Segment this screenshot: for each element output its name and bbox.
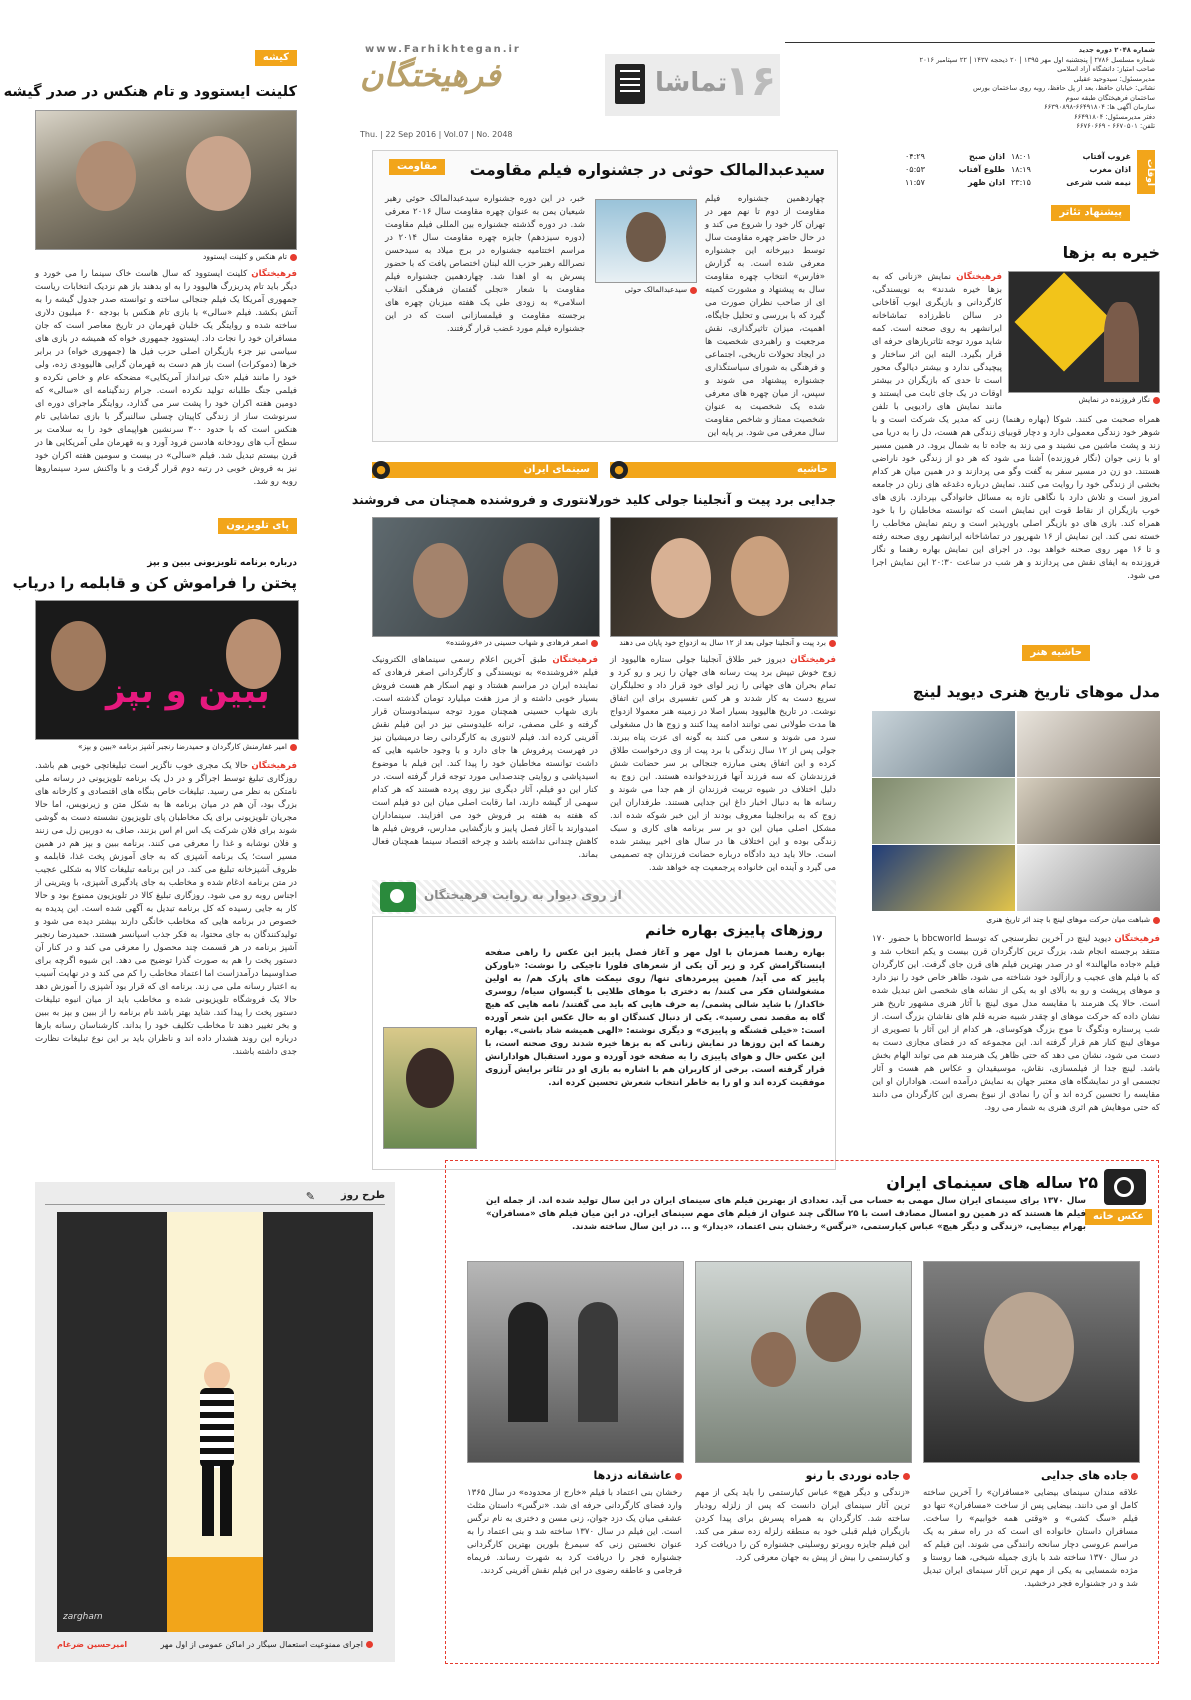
article-body: فرهیختگان دیوید لینچ در آخرین نظرسنجی که توسط bbcworld با حضور ۱۷۰ منتقد برجسته انجام شد، بزرگ ترین کارگردان قرن بیست و یکم انتخاب شد و فیلم «جاده مالهالند» او در صدر بهترین فیلم های قرن جای گرفت. این کارگردان که با فیلم های عجیب و رازآلود خود شناخته می شود، ظاهر خاص خود را نیز دارد و موهای پرپشت و رو به بالای او به یکی از نشانه های شخصی اش تبدیل شده است. حالا یک هنرمند با مقایسه مدل موی لینچ با آثار هنری مشهور تاریخ هنر نشان داده که حرکت موهای او چقدر شبیه ضربه قلم های نقاشان بزرگ است. از شب پرستاره ونگوگ تا موج بزرگ هوکوسای، هر کدام از این آثار با تصویری از موهای لینچ کنار هم قرار گرفته اند. این مجموعه که در فضای مجازی دست به دست می شود، نشان می دهد که حتی ظاهر یک هنرمند هم می تواند الهام بخش باشد. لینچ جدا از فیلمسازی، نقاش، موسیقیدان و عکاس هم هست و آثار تجسمی او در نمایشگاه های معتبر جهان به نمایش درآمده است. هواداران او این مقایسه را تحسین کرده اند و آن را نمادی از نبوغ بصری این کارگردان می دانند که حتی موهایش هم اثری هنری به شمار می رود.	[872, 934, 1161, 1113]
page-number: ۱۶	[725, 56, 777, 105]
newspaper-icon	[615, 64, 645, 104]
article-body: فرهیختگان حالا یک مجری خوب ناگزیر است تبلیغاتچی خوبی هم باشد. روزگاری تبلیغ توسط اجراگر و در دل یک برنامه تلویزیونی در رسانه ملی نامتکن به نظر می رسید. تبلیغات خاص بنگاه های اقتصادی و کارخانه های بزرگ بود، آن هم در میان برنامه ها به شکل متن و زیرنویس، اما حالا مجریان تلویزیونی برای یک مخاطبان پای تلویزیون نشسته دست به گوشی شوند برای فلان شرکت یک اس ام اس بزنند، صاف به دوربین زل می زنند و فلان نوشابه و غذا را معرفی می کنند. برنامه ببین و بپز هم در همین مسیر است؛ یک برنامه آشپزی که به جای آموزش پخت غذا، قابلمه و ظروف آشپزخانه تبلیغ می کند. در این برنامه تبلیغات کالا به شکلی عجیب در متن برنامه ادغام شده و مخاطب به جای یادگیری آشپزی، با ویترینی از اجناس روبه رو می شود. روزگاری تبلیغ کالا در تلویزیون ممنوع بود و حالا کار به جایی رسیده که کل برنامه تبدیل به آگهی شده است. این پدیده به خصوص در برنامه هایی که مخاطب خانگی دارند بیشتر دیده می شود و تولیدکنندگان به جای محتوا، به فکر جذب اسپانسر هستند. حمیدرضا رنجبر آشپز برنامه در هر قسمت چند محصول را معرفی می کند و در کنار آن دستور پخت را هم به صورت گذرا توضیح می دهد. این شیوه اگرچه برای صداوسیما درآمدزاست اما اعتماد مخاطب را کم می کند و در نهایت آسیب به اعتبار رسانه ملی می زند. برنامه ای که قرار بود آشپزی را آموزش دهد حالا یک فروشگاه تلویزیونی شده و مخاطب باید از میان انبوه تبلیغات دستور پخت را پیدا کند. شاید بهتر باشد نام برنامه را از ببین و بپز به ببین و بخر تغییر دهند تا مخاطب تکلیف خود را بداند. کارشناسان رسانه بارها درباره این روند هشدار داده اند و ناظران باید بر این نوع تبلیغات نظارت جدی داشته باشند.	[35, 761, 298, 1057]
cartoon-image	[57, 1212, 373, 1632]
comparison-photo	[1017, 845, 1160, 911]
photo-house-article	[445, 1160, 1159, 1664]
film-body: «زندگی و دیگر هیچ» عباس کیارستمی را باید یکی از مهم ترین آثار سینمای ایران دانست که پس از زلزله رودبار ساخته شد. کارگردان به همراه پسرش برای پیدا کردن بازیگران فیلم قبلی خود به منطقه زلزله زده سفر می کند. این فیلم جایزه روبرتو روسلینی جشنواره کن را دریافت کرد و کیارستمی را بیش از پیش به جهان معرفی کرد.	[695, 1488, 910, 1563]
article-body: فرهیختگان طبق آخرین اعلام رسمی سینماهای الکترونیک فیلم «فروشنده» به نویسندگی و کارگردانی اصغر فرهادی که نماینده ایران در مراسم هشتاد و نهم اسکار هم هست فروش بسیار خوبی داشته و از مرز هفت میلیارد تومان گذشته است. بازی شهاب حسینی همچنان مورد توجه سینمادوستان قرار گرفته و علی مصفی، ترانه علیدوستی نیز در این فیلم نقش آفرینی کرده اند. فیلم لانتوری به کارگردانی رضا درمیشیان نیز در فهرست پرفروش ها جای دارد و با وجود حاشیه هایی که داشت توانسته مخاطبان خود را پیدا کند. این فیلم با موضوع اسیدپاشی و روایتی چندصدایی مورد توجه قرار گرفته است. در کنار این دو فیلم، آثار دیگری نیز روی پرده هستند که هر کدام سهمی از گیشه دارند، اما رقابت اصلی میان این دو فیلم است که هفته به هفته بر فروش خود می افزایند. سینماداران امیدوارند با آغاز فصل پاییز و بازگشایی مدارس، فروش فیلم ها کاهش چندانی نداشته باشد و چرخه اقتصاد سینما همچنان فعال بماند.	[372, 655, 599, 860]
cigarette-floor	[167, 1557, 263, 1632]
section-tag: عکس خانه	[1085, 1209, 1152, 1225]
caption-bullet-icon	[591, 640, 598, 647]
photo-caption: برد پیت و آنجلینا جولی بعد از ۱۲ سال به ازدواج خود پایان می دهند	[610, 638, 836, 647]
prayer-row: اذان ظهر ۱۱:۵۷	[905, 178, 1005, 187]
photo-caption: امیر غفارمنش کارگردان و حمیدرضا رنجبر آشپز برنامه «ببین و بپز»	[35, 742, 297, 751]
article-body: فرهیختگان نمایش «زنانی که به بزها خیره شدند» به نویسندگی، کارگردانی و بازیگری ایوب آقاخانی در سالن ناظرزاده تماشاخانه ایرانشهر به روی صحنه است. کمه شاید مورد توجه تئاتربازهای حرفه ای قرار بگیرد. البته این اثر ساختار و پیچیدگی ندارد و بیشتر دیالوگ محور است تا حدی که بازیگران در بیشتر اوقات در یک جای ثابت می ایستند و مانند نمایش های رادیویی با تلفن همراه صحبت می کنند. شوکا (بهاره رهنما) زنی که مدیر یک شرکت است و با شوهر خود زندگی معمولی دارد و دچار قوبیای زندگی هم هست، دل را به دریا می زند و پشت ماشین می نشیند و می زند به جاده تا به شمال برود. در همین مسیر او با زنی جوان (نگار فروزنده) آشنا می شود که هر دو از زندگی خود ناراضی هستند. دو زن در مسیر سفر به گفت وگو می پردازند و در همین میان هر کدام بخشی از زندگی خود را روایت می کنند. نمایش درباره دغدغه های زنان در جامعه امروز است و تلاش دارد با نگاهی تازه به مسائل خانوادگی بپردازد. بازی های خوب بازیگران از نقاط قوت این نمایش است که توانسته مخاطبان را با خود همراه کند. بازی های دو بازیگر اصلی باورپذیر است و ریتم نمایش مخاطب را خسته نمی کند. این نمایش از ۱۶ شهریور در تماشاخانه ایرانشهر روی صحنه رفته و تا ۱۶ مهر روی صحنه خواهد بود. در اجرای این نمایش بهاره رهنما و نگار فروزنده به ایفای نقش می پردازند و هر شب در ساعت ۲۰:۳۰ این نمایش اجرا می شود.	[872, 272, 1160, 581]
article-body: فرهیختگان کلینت ایستوود که سال هاست خاک سینما را می خورد و دیگر باید تام پدربزرگ هالیوود را به او بدهند باز هم نزدیک انتخابات ریاست جمهوری آمریکا یک فیلم جنجالی ساخته و توانسته صدر جدول گیشه را به آتش بکشد. فیلم «سالی» با بازی تام هنکس با بودجه ۶۰ میلیون دلاری ساخته شده و روایتگر یک خلبان قهرمان در تاریخ معاصر است که جان مسافران خود را نجات داد. ایستوود جمهوری خواه که همیشه در بازی های سیاسی نیز جزء بازیگران اصلی حزب فیل ها (جمهوری خواه) در برابر خرها (دموکرات) است باز هم دست به قهرمان گرایی هالیوودی زده، ولی خود را مانند فیلم «تک تیرانداز آمریکایی» مضحکه عام و خاص نکرده و فیلمی جنگ طلبانه تولید نکرده است. جرام زندگینامه ای «سالی» که دومین هفته اکران خود را پشت سر می گذارد، روایتگر ماجرای دوره ای سرنوشت ساز از زندگی کاپیتان چسلی سالنبرگر با بازی تماشایی تام هنکس است که با حدود ۳۰۰ سرنشین هواپیمای خود را به سلامت بر سطح آب های رودخانه هادسن فرود آورد و به قهرمان ملی آمریکایی ها در قرن بیستم تبدیل شد. فیلم «سالی» در بیست و سومین هفته اکران خود نیز به فروش خوبی در رتبه دوم قرار گرفت و با واکنش سرد سینماروها روبه رو شد.	[35, 269, 297, 487]
caption-bullet-icon	[1153, 917, 1160, 924]
bullet-icon	[1131, 1473, 1138, 1480]
brush-icon: ✎	[305, 1190, 315, 1203]
cartoon-panel	[35, 1182, 395, 1662]
section-tag: پیشنهاد تئاتر	[1051, 205, 1130, 221]
article-title: کلینت ایستوود و تام هنکس در صدر گیشه	[3, 84, 297, 100]
article-photo	[35, 110, 297, 250]
article-title: مدل موهای تاریخ هنری دیوید لینچ	[912, 683, 1160, 701]
article-title: سیدعبدالمالک حوثی در جشنواره فیلم مقاومت	[469, 161, 825, 179]
cartoon-tag-bar	[45, 1190, 385, 1205]
camera-icon	[1104, 1169, 1146, 1205]
cartoon-caption: اجرای ممنوعیت استعمال سیگار در اماکن عمومی از اول مهر	[161, 1640, 374, 1649]
cartoon-footer	[57, 1638, 373, 1654]
caption-bullet-icon	[290, 744, 297, 751]
art-article	[872, 645, 1160, 1170]
caption-bullet-icon	[290, 254, 297, 261]
show-logo: ببین و بپز	[106, 671, 270, 711]
article-title: ۲۵ ساله های سینمای ایران	[886, 1173, 1098, 1192]
comparison-photo	[872, 778, 1015, 844]
cartoon-author: امیرحسین ضرغام	[57, 1640, 128, 1649]
feature-article	[372, 150, 838, 442]
article-photo	[610, 517, 838, 637]
masthead	[355, 42, 1155, 142]
section-tag: حاشیه هنر	[1022, 645, 1090, 661]
prisoner-figure	[192, 1362, 242, 1552]
section-tag: سینمای ایران	[372, 462, 598, 478]
wall-card	[372, 916, 836, 1170]
wall-header: از روی دیوار به روایت فرهیختگان	[424, 888, 622, 902]
camera-icon	[380, 882, 416, 912]
film-card	[695, 1261, 910, 1656]
photo-caption: شباهت میان حرکت موهای لینچ با چند اثر تاریخ هنری	[872, 915, 1160, 924]
comparison-photo	[872, 711, 1015, 777]
box-office-article	[3, 50, 297, 510]
iran-cinema-article	[351, 462, 599, 862]
film-title: عاشقانه دزدها	[467, 1469, 682, 1482]
comparison-grid	[872, 711, 1160, 911]
photo-caption: اصغر فرهادی و شهاب حسینی در «فروشنده»	[372, 638, 598, 647]
film-body: رخشان بنی اعتماد با فیلم «خارج از محدوده» در سال ۱۳۶۵ وارد فضای کارگردانی حرفه ای شد. «نرگس» داستان مثلث عشقی میان یک دزد جوان، زنی مسن و دختری به نام نرگس است. این فیلم در سال ۱۳۷۰ ساخته شد و بنی اعتماد را به عنوان نخستین زنی که سیمرغ بلورین بهترین کارگردانی جشنواره فجر را دریافت کرد به شهرت رساند. فریماه فرجامی و عاطفه رضوی در این فیلم نقش آفرینی کردند.	[467, 1488, 683, 1576]
article-photo	[372, 517, 600, 637]
bullet-icon	[903, 1473, 910, 1480]
brand-logo: فرهیختگان	[360, 56, 501, 94]
film-photo	[695, 1261, 912, 1463]
photo-caption: تام هنکس و کلینت ایستوود	[37, 252, 297, 261]
prayer-row: طلوع آفتاب ۰۵:۵۳	[905, 165, 1005, 174]
caption-bullet-icon	[690, 287, 697, 294]
article-title: روزهای پاییزی بهاره خانم	[645, 923, 823, 939]
article-title: خیره به بزها	[1062, 243, 1160, 262]
film-photo	[923, 1261, 1140, 1463]
section-title: تماشا	[655, 68, 728, 98]
photo-caption: سیدعبدالمالک حوثی	[597, 285, 697, 294]
section-tag: کیشه	[255, 50, 297, 66]
prayer-row: اذان مغرب ۱۸:۱۹	[1011, 165, 1131, 174]
film-card	[467, 1261, 682, 1656]
film-body: علاقه مندان سینمای بیضایی «مسافران» را آخرین ساخته کامل او می دانند. بیضایی پس از ساخت «مسافران» تنها دو فیلم «سگ کشی» و «وقتی همه خوابیم» را ساخت. مسافران داستان خانواده ای است که در راه سفر به یک مراسم عروسی دچار سانحه رانندگی می شوند. این فیلم که در سال ۱۳۷۰ ساخته شد با بازی جمیله شیخی، هما روستا و مژده شمسایی به یکی از مهم ترین آثار سینمای ایران تبدیل شد و در جشنواره فجر درخشید.	[923, 1488, 1138, 1589]
article-intro: سال ۱۳۷۰ برای سینمای ایران سال مهمی به حساب می آید. تعدادی از بهترین فیلم های سینمای ایران در این سال تولید شده اند. از جمله این فیلم ها هستند که در همین رو امسال مصادف است با ۲۵ سالگی چند عنوان از فیلم های مهم سینمای ایران. در این میان فیلم های «مسافران» بهرام بیضایی، «زندگی و دیگر هیچ» عباس کیارستمی، «نرگس» رخشان بنی اعتماد، «دیدار» و ... در این سال ساخته شدند.	[486, 1196, 1086, 1232]
globe-icon: ●	[372, 461, 390, 479]
article-body-right: چهاردهمین جشنواره فیلم مقاومت از دوم تا نهم مهر در تهران کار خود را شروع می کند و در حال حاضر چهره مقاومت سال توسط دبیرخانه این جشنواره معرفی شده است. به گزارش «فارس» انتخاب چهره مقاومت سال به پیشنهاد و مشورت کمیته ای از صاحب نظران صورت می گیرد که با بررسی و تحلیل جایگاه، اهمیت، میزان تاثیرگذاری، نقش مرجعیت و راهبردی شخصیت ها در ایجاد تحولات تاریخی، اجتماعی و فرهنگی به شورای سیاستگذاری جشنواره پیشنهاد می شوند و سپس، از میان چهره های معرفی شده یک شخصیت به عنوان شخصیت ممتاز و شاخص مقاومت سال معرفی می شود. بر پایه این	[705, 194, 825, 438]
film-title: جاده های جدایی	[923, 1469, 1138, 1482]
film-card	[923, 1261, 1138, 1656]
cartoon-tag: طرح روز	[340, 1190, 385, 1201]
tv-article	[12, 518, 298, 1173]
article-photo	[595, 199, 697, 283]
article-body: بهاره رهنما همزمان با اول مهر و آغاز فصل پاییز این عکس را راهی صفحه اینستاگرامش کرد و زیر آن یکی از شعرهای فلورا تاجیکی را نوشت: «باورکن پاییز که می آید/ همین پیرمردهای تنها/ روی نیمکت های پارک هم/ به اولین مشغولشان فکر می کنند/ به دختری با موهای طلایی با گیسوان سیاه/ روسری خاکدار/ با شاید شالی پشمی/ به حرف هایی که باید می گفتند/ نامه هایی که هیچ گاه به مقصد نمی رسید». یکی از دنبال کنندگان او به حال عکس این شعر آورده است: «خیلی قشنگه و پاییزی» و دیگری نوشته: «الهی همیشه شاد باشی». بهاره رهنما که این روزها در نمایش زنانی که به بزها خیره شدند روی صحنه است، با این عکس حال و هوای پاییزی را به صفحه خود آورده و مورد استقبال هوادارانش قرار گرفته است. برخی از کاربران هم با اشاره به بازی او در تئاتر برایش آرزوی موفقیت کرده اند و او را به خاطر انتخاب شعرش تحسین کرده اند.	[485, 948, 825, 1088]
film-title: جاده نوردی با رنو	[695, 1469, 910, 1482]
comparison-photo	[1017, 778, 1160, 844]
article-body-left: خبر، در این دوره جشنواره سیدعبدالمالک حوثی رهبر شیعیان یمن به عنوان چهره مقاومت سال ۲۰۱۶ معرفی شد. در دوره گذشته جشنواره بین المللی فیلم مقاومت (دوره سیزدهم) جایزه چهره مقاومت سال ۲۰۱۴ در مراسم اختتامیه جشنواره در برج میلاد به سیدحسن نصرالله رهبر حزب الله لبنان اختصاص یافت که با حضور پسرش به او اهدا شد. چهاردهمین جشنواره فیلم مقاومت با شعار «تجلی گفتمان فرهنگی انقلاب اسلامی» به زودی طی یک هفته میزبان چهره های برجسته مقاومت و فیلمسازانی است که در این جشنواره فیلم مورد غضب قرار گرفتند.	[385, 194, 586, 334]
section-tag: حاشیه	[610, 462, 836, 478]
bullet-icon	[675, 1473, 682, 1480]
prayer-row: اذان صبح ۰۴:۲۹	[905, 152, 1005, 161]
caption-bullet-icon	[829, 640, 836, 647]
globe-icon: ●	[610, 461, 628, 479]
photo-caption: نگار فروزنده در نمایش	[1010, 395, 1160, 404]
wall-article	[372, 880, 836, 1170]
article-title: پختن را فراموش کن و قابلمه را دریاب	[12, 574, 297, 592]
prayer-label: اوقات	[1137, 150, 1155, 194]
article-title: جدایی برد پیت و آنجلینا جولی کلید خورد	[590, 492, 836, 507]
prayer-row: غروب آفتاب ۱۸:۰۱	[1011, 152, 1131, 161]
section-tag: پای تلویزیون	[218, 518, 297, 534]
prayer-row: نیمه شب شرعی ۲۳:۱۵	[1011, 178, 1131, 187]
article-kicker: درباره برنامه تلویزیونی ببین و بپز	[147, 558, 297, 568]
theatre-article	[872, 205, 1160, 630]
article-photo	[35, 600, 299, 740]
cartoon-signature: zargham	[63, 1612, 103, 1622]
masthead-info: شماره ۲۰۴۸ دوره جدید شماره مسلسل ۲۷۸۶ | پنجشنبه اول مهر ۱۳۹۵ | ۲۰ ذیحجه ۱۴۳۷ | ۲۲ سپتامبر ۲۰۱۶ صاحب امتیاز: دانشگاه آزاد اسلامی مدیرمسئول: سیدوحید عقیلی نشانی: خیابان حافظ، بعد از پل حافظ، روبه روی ساختمان بورس ساختمان فرهیختگان طبقه سوم سازمان آگهی ها: ۶۶۴۹۱۸۰۴-۶۶۳۹۰۸۹۸ دفتر مدیرمسئول: ۶۶۴۹۱۸۰۴ تلفن: ۶۶۷۰۵۰۱ - ۶۶۷۶۰۶۶۹	[785, 42, 1155, 146]
article-body: فرهیختگان دیروز خبر طلاق آنجلینا جولی ستاره هالیوود از زوج خوش تیپش برد پیت رسانه های جهان را زیر و رو کرد و تمام بحران های جهانی را زیر لوای خود قرار داد و تحلیلگران سریع دست به کار شدند و هر کس تفسیری برای این اتفاق نوشت. در تاریخ هالیوود بسیار اصلا در زمینه هنر معمولا ازدواج ها مدت طولانی نمی توانند ادامه پیدا کنند و زوج ها دل مشغولی سرد می شوند و سعی می کنند به گونه ای عزت پناه ببرند. جولی پس از ۱۲ سال زندگی با برد پیت از وی درخواست طلاق کرده و این اتفاق یعنی مبارزه جنجالی بر سر حضانت شش فرزندشان که سه فرزند آنها فرزندخوانده هستند. این زوج به دلیل اختلاف در شیوه تربیت فرزندان از هم جدا می شوند و رسانه ها به دنبال اخبار داغ این جدایی هستند. طرفداران این زوج که به برانجلینا معروف بودند از این خبر شوکه شده اند. مشکل اصلی میان این دو بر سر برنامه های کاری و سبک زندگی بوده و این اختلاف ها در سال های اخیر بیشتر شده است. حالا باید دید دادگاه درباره حضانت فرزندان چه تصمیمی می گیرد و آینده این خانواده پرجمعیت چه خواهد شد.	[610, 655, 837, 873]
comparison-photo	[872, 845, 1015, 911]
article-title: لانتوری و فروشنده همچنان می فروشند	[351, 492, 598, 507]
caption-bullet-icon	[366, 1641, 373, 1648]
prayer-times	[880, 150, 1155, 194]
section-tag: مقاومت	[389, 159, 445, 175]
comparison-photo	[1017, 711, 1160, 777]
film-photo	[467, 1261, 684, 1463]
website[interactable]: www.Farhikhtegan.ir	[365, 44, 521, 55]
date-line: Thu. | 22 Sep 2016 | Vol.07 | No. 2048	[360, 130, 513, 139]
celebrity-article	[590, 462, 837, 873]
